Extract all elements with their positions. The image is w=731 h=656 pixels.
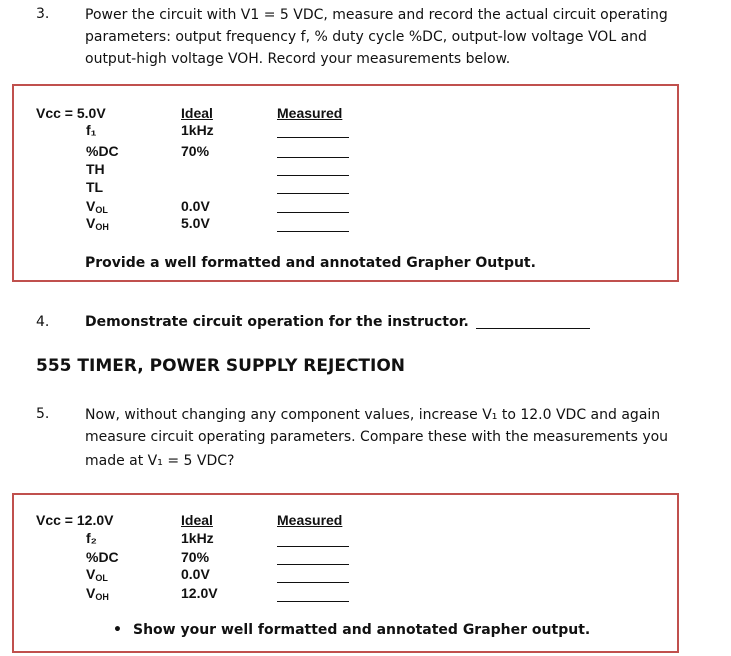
- grapher-note-1: Provide a well formatted and annotated Grapher Output.: [85, 255, 536, 271]
- row-label-vol-2: $V_{OL}$: [86, 566, 108, 583]
- row-label-th: TH: [86, 161, 105, 177]
- ideal-header-1: Ideal: [181, 105, 213, 121]
- measured-blank-voh[interactable]: [277, 231, 349, 232]
- step-3-line-1: Power the circuit with V1 = 5 VDC, measure and record the actual circuit operating: [85, 7, 668, 23]
- row-label-vol: $V_{OL}$: [86, 198, 108, 215]
- measured-blank-tl[interactable]: [277, 193, 349, 194]
- row-label-dc-2: %DC: [86, 549, 119, 565]
- section-heading: 555 TIMER, POWER SUPPLY REJECTION: [36, 356, 406, 376]
- measured-header-2: Measured: [277, 512, 343, 528]
- step-3-line-2: parameters: output frequency f, % duty cycle %DC, output-low voltage VOL and: [85, 29, 647, 45]
- ideal-header-2: Ideal: [181, 512, 213, 528]
- measured-blank-th[interactable]: [277, 175, 349, 176]
- step-3-line-3: output-high voltage VOH. Record your measurements below.: [85, 51, 511, 67]
- grapher-note-2: Show your well formatted and annotated Grapher output.: [133, 622, 591, 638]
- row-label-dc: %DC: [86, 143, 119, 159]
- step-5-line-2: measure circuit operating parameters. Compare these with the measurements you: [85, 429, 669, 445]
- step-5-line-3: made at V₁ = 5 VDC?: [85, 453, 235, 469]
- step-3-number: 3.: [36, 6, 50, 22]
- measured-blank-vol-2[interactable]: [277, 582, 349, 583]
- measured-header-1: Measured: [277, 105, 343, 121]
- step-5-number: 5.: [36, 406, 50, 422]
- ideal-vol-2: 0.0V: [181, 566, 210, 582]
- measured-blank-dc[interactable]: [277, 157, 349, 158]
- ideal-f2: 1kHz: [181, 530, 214, 546]
- ideal-vol: 0.0V: [181, 198, 210, 214]
- vcc-label-5v: Vcc = 5.0V: [36, 105, 106, 121]
- measured-blank-f1[interactable]: [277, 137, 349, 138]
- ideal-dc: 70%: [181, 143, 210, 159]
- measured-blank-f2[interactable]: [277, 546, 349, 547]
- step-5-line-1: Now, without changing any component values, increase V₁ to 12.0 VDC and again: [85, 407, 661, 423]
- bullet-icon: •: [113, 622, 122, 638]
- ideal-dc-2: 70%: [181, 549, 210, 565]
- ideal-voh-2: 12.0V: [181, 585, 218, 601]
- measurement-box-5v: [12, 84, 679, 282]
- measured-blank-dc-2[interactable]: [277, 564, 349, 565]
- row-label-voh-2: $V_{OH}$: [86, 585, 109, 602]
- ideal-f1: 1kHz: [181, 122, 214, 138]
- row-label-f1: f₁: [86, 122, 97, 138]
- row-label-f2: f₂: [86, 530, 97, 546]
- ideal-voh: 5.0V: [181, 215, 210, 231]
- step-4-number: 4.: [36, 314, 50, 330]
- row-label-tl: TL: [86, 179, 104, 195]
- row-label-voh: $V_{OH}$: [86, 215, 109, 232]
- vcc-label-12v: Vcc = 12.0V: [36, 512, 114, 528]
- measured-blank-voh-2[interactable]: [277, 601, 349, 602]
- step-4-text: Demonstrate circuit operation for the instructor.: [85, 314, 469, 330]
- instructor-signoff-blank[interactable]: [476, 328, 590, 329]
- measured-blank-vol[interactable]: [277, 212, 349, 213]
